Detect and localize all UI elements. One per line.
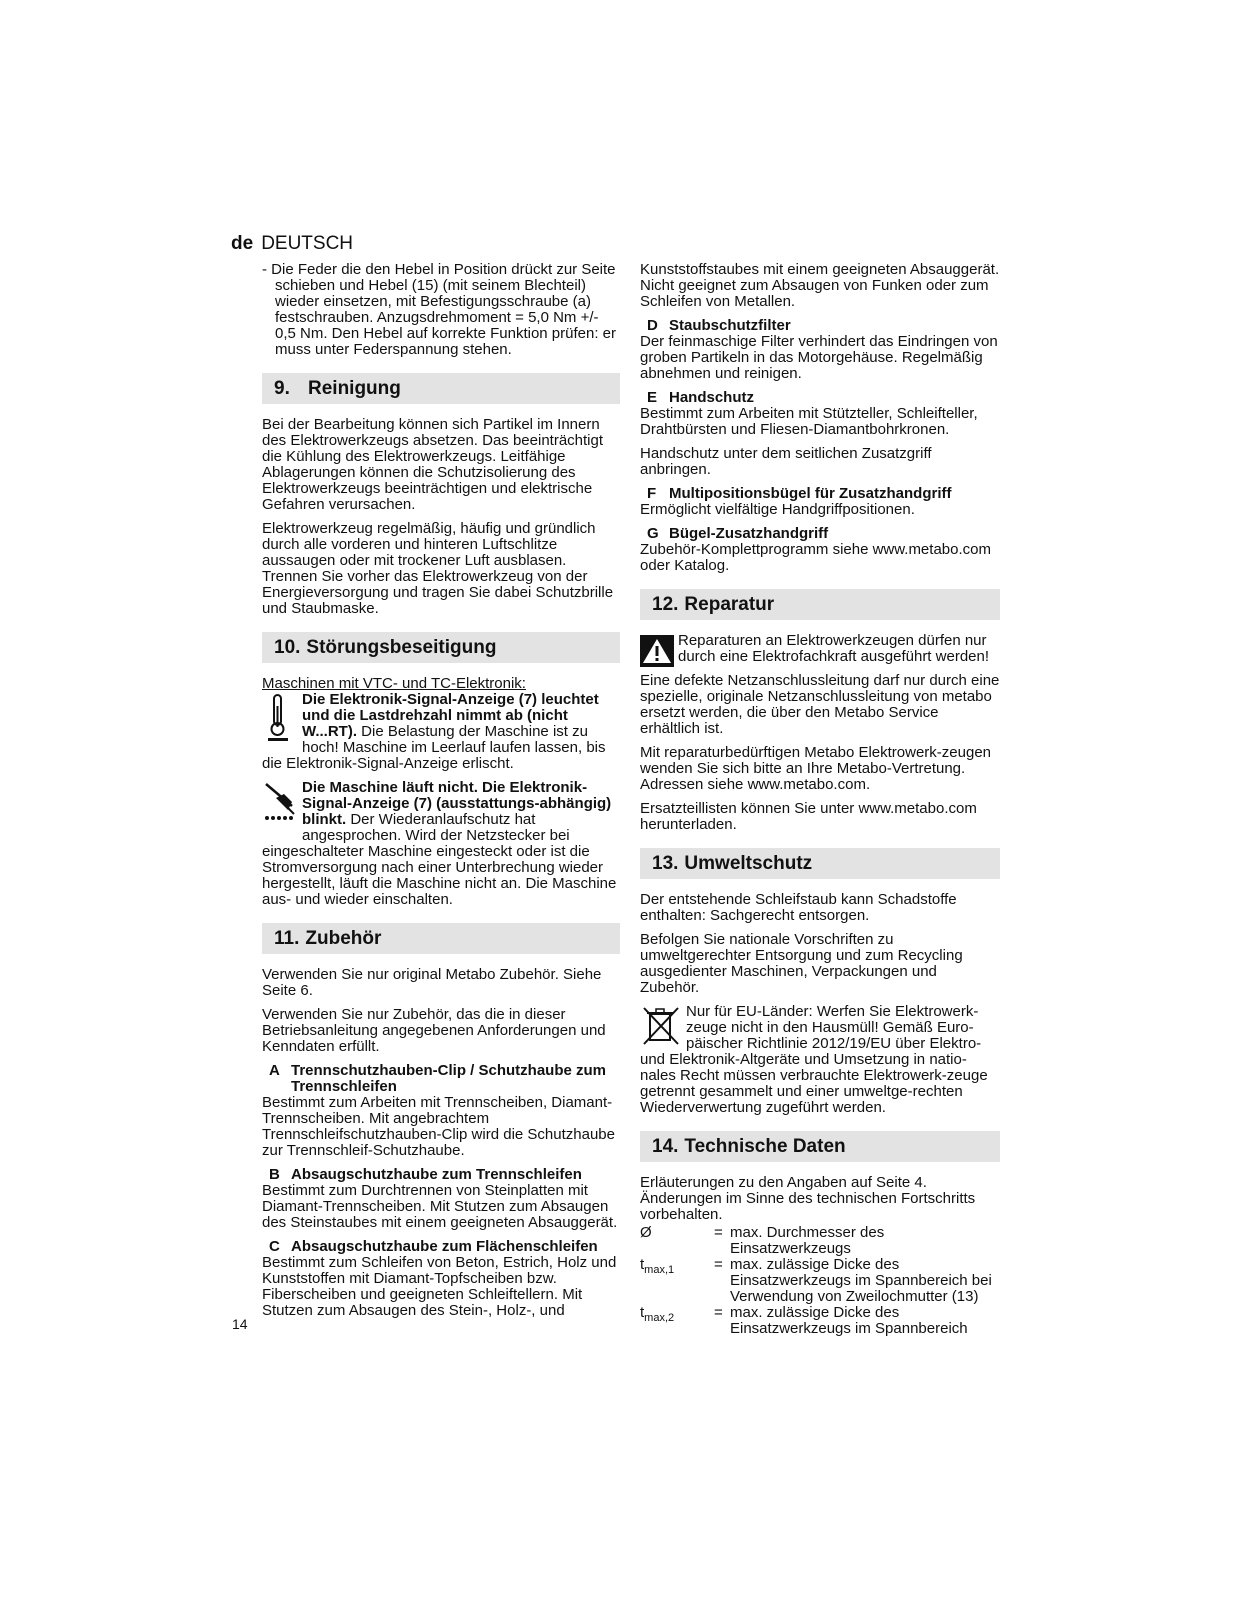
section-number: 9. xyxy=(274,377,290,399)
section-heading-technische-daten xyxy=(640,1131,1000,1162)
accessory-heading-g xyxy=(640,526,1000,542)
section-heading-reinigung xyxy=(262,373,620,404)
accessory-letter: E xyxy=(647,389,658,406)
intro-list-item: - Die Feder die den Hebel in Position drückt zur Seite schieben und Hebel (15) (mit seinem Blechteil) wieder einsetzen, mit Befestigungsschraube (a) festschrauben. Anzugsdrehmoment = 5,0 Nm +/- 0,5 Nm. Den Hebel auf korrekte Funktion prüfen: er muss unter Federspannung stehen. xyxy=(262,261,617,358)
accessory-letter: B xyxy=(269,1166,280,1183)
section-number: 13. xyxy=(652,852,679,874)
accessory-heading-e xyxy=(640,390,1000,406)
section-number: 12. xyxy=(652,593,679,615)
paragraph: Der entstehende Schleifstaub kann Schadstoffe enthalten: Sachgerecht entsorgen. xyxy=(640,891,957,924)
accessory-heading-b xyxy=(262,1167,620,1183)
definition-equals: = xyxy=(714,1304,723,1321)
section-heading-umweltschutz xyxy=(640,848,1000,879)
troubleshoot-item-restart xyxy=(262,780,620,908)
definition-equals: = xyxy=(714,1224,723,1241)
section-number: 14. xyxy=(652,1135,679,1157)
accessory-heading-d xyxy=(640,318,1000,334)
definition-row xyxy=(640,1257,1000,1305)
paragraph: Kunststoffstaubes mit einem geeigneten Absauggerät. Nicht geeignet zum Absaugen von Funken oder zum Schleifen von Metallen. xyxy=(640,261,1000,310)
definition-row xyxy=(640,1305,1000,1337)
section-heading-zubehoer xyxy=(262,923,620,954)
accessory-text: Der feinmaschige Filter verhindert das Eindringen von groben Partikeln in das Motorgehäuse. Regelmäßig abnehmen und reinigen. xyxy=(640,333,998,382)
definition-text: max. zulässige Dicke des Einsatzwerkzeugs im Spannbereich bei Verwendung von Zweilochmutter (13) xyxy=(730,1256,992,1305)
paragraph: Erläuterungen zu den Angaben auf Seite 4. Änderungen im Sinne des technischen Fortschritts vorbehalten. xyxy=(640,1174,976,1223)
paragraph: Ersatzteillisten können Sie unter www.metabo.com herunterladen. xyxy=(640,800,977,833)
section-heading-reparatur xyxy=(640,589,1000,620)
section-title: Störungsbeseitigung xyxy=(306,636,497,658)
warning-icon xyxy=(640,635,674,667)
accessory-text: Ermöglicht vielfältige Handgriffpositionen. xyxy=(640,501,915,518)
definition-text: max. zulässige Dicke des Einsatzwerkzeugs im Spannbereich xyxy=(730,1304,968,1337)
accessory-heading-f xyxy=(640,486,1000,502)
accessory-heading-c xyxy=(262,1239,620,1255)
paragraph: Mit reparaturbedürftigen Metabo Elektrowerk-zeugen wenden Sie sich bitte an Ihre Metabo-Vertretung. Adressen siehe www.metabo.com. xyxy=(640,744,992,793)
paragraph: Eine defekte Netzanschlussleitung darf nur durch eine spezielle, originale Netzanschlussleitung von metabo ersetzt werden, die über den Metabo Service erhältlich ist. xyxy=(640,672,1000,737)
accessory-title: Absaugschutzhaube zum Trennschleifen xyxy=(291,1166,582,1183)
section-title: Reinigung xyxy=(308,377,401,399)
accessory-title: Staubschutzfilter xyxy=(669,317,791,334)
accessory-title: Handschutz xyxy=(669,389,755,406)
item-text: Die Belastung der Maschine ist zu hoch! Maschine im Leerlauf laufen lassen, bis die Elektronik-Signal-Anzeige erlischt. xyxy=(262,723,606,772)
accessory-title: Multipositionsbügel für Zusatzhandgriff xyxy=(669,485,952,502)
warning-paragraph xyxy=(640,633,1000,665)
section-number: 11. xyxy=(274,927,300,949)
accessory-text: Bestimmt zum Durchtrennen von Steinplatten mit Diamant-Trennscheiben. Mit Stutzen zum Absaugen des Steinstaubes mit einem geeigneten Absauggerät. xyxy=(262,1182,618,1231)
accessory-letter: D xyxy=(647,317,658,334)
accessory-title: Absaugschutzhaube zum Flächenschleifen xyxy=(291,1238,598,1255)
page-header xyxy=(231,233,353,255)
section-title: Umweltschutz xyxy=(684,852,813,874)
accessory-text: Handschutz unter dem seitlichen Zusatzgriff anbringen. xyxy=(640,445,932,478)
page-number: 14 xyxy=(232,1316,248,1332)
weee-text: Nur für EU-Länder: Werfen Sie Elektrowerk-zeuge nicht in den Hausmüll! Gemäß Euro-päischer Richtlinie 2012/19/EU über Elektro- und Elektronik-Altgeräte und Umsetzung in natio-nales Recht müssen verbrauchte Elektrowerk-zeuge getrennt gesammelt und einer umweltge-rechten Wiederverwertung zugeführt werden. xyxy=(640,1003,988,1116)
troubleshoot-item-overload xyxy=(262,692,620,772)
plug-blink-icon xyxy=(262,780,300,830)
right-column xyxy=(640,262,1000,1337)
accessory-letter: F xyxy=(647,485,657,502)
accessory-title: Bügel-Zusatzhandgriff xyxy=(669,525,829,542)
language-name: DEUTSCH xyxy=(261,233,354,254)
definition-symbol: Ø xyxy=(640,1224,652,1241)
item-bold-text: Die Elektronik-Signal-Anzeige (7) leuchtet und die Lastdrehzahl nimmt ab (nicht W...RT). xyxy=(302,691,599,740)
definition-symbol: $t_{max,2}$ xyxy=(640,1304,675,1324)
section-title: Reparatur xyxy=(684,593,775,615)
crossed-bin-icon xyxy=(640,1004,682,1046)
accessory-letter: A xyxy=(269,1062,280,1079)
item-bold-text: Die Maschine läuft nicht. Die Elektronik-Signal-Anzeige (7) (ausstattungs-abhängig) blinkt. xyxy=(302,779,612,828)
section-heading-stoerungsbeseitigung xyxy=(262,632,620,663)
weee-paragraph xyxy=(640,1004,1000,1116)
definition-equals: = xyxy=(714,1256,723,1273)
accessory-letter: C xyxy=(269,1238,280,1255)
thermometer-icon xyxy=(262,692,300,742)
section-title: Zubehör xyxy=(305,927,382,949)
accessory-letter: G xyxy=(647,525,659,542)
item-text: Der Wiederanlaufschutz hat angesprochen. Wird der Netzstecker bei eingeschalteter Maschine eingesteckt oder ist die Stromversorgung nach einer Unterbrechung wieder hergestellt, läuft die Maschine nicht an. Die Maschine aus- und wieder einschalten. xyxy=(262,811,617,908)
paragraph: Verwenden Sie nur original Metabo Zubehör. Siehe Seite 6. xyxy=(262,966,602,999)
definition-symbol: $t_{max,1}$ xyxy=(640,1256,675,1276)
section-title: Technische Daten xyxy=(684,1135,846,1157)
definition-text: max. Durchmesser des Einsatzwerkzeugs xyxy=(730,1224,885,1257)
paragraph: Elektrowerkzeug regelmäßig, häufig und gründlich durch alle vorderen und hinteren Luftschlitze aussaugen oder mit trockener Luft ausblasen. Trennen Sie vorher das Elektrowerkzeug von der Energieversorgung und tragen Sie dabei Schutzbrille und Staubmaske. xyxy=(262,520,614,617)
section-number: 10. xyxy=(274,636,301,658)
left-column xyxy=(262,262,620,1327)
paragraph: Verwenden Sie nur Zubehör, das die in dieser Betriebsanleitung angegebenen Anforderungen und Kenndaten erfüllt. xyxy=(262,1006,606,1055)
language-code: de xyxy=(231,233,254,254)
accessory-heading-a xyxy=(262,1063,620,1095)
definition-row xyxy=(640,1225,1000,1257)
accessory-text: Zubehör-Komplettprogramm siehe www.metabo.com oder Katalog. xyxy=(640,541,991,574)
paragraph: Bei der Bearbeitung können sich Partikel im Innern des Elektrowerkzeugs absetzen. Das beeinträchtigt die Kühlung des Elektrowerkzeugs. Leitfähige Ablagerungen können die Schutzisolierung des Elektrowerkzeugs beeinträchtigen und elektrische Gefahren verursachen. xyxy=(262,416,604,513)
accessory-text: Bestimmt zum Arbeiten mit Stützteller, Schleifteller, Drahtbürsten und Fliesen-Diamantbohrkronen. xyxy=(640,405,978,438)
accessory-text: Bestimmt zum Arbeiten mit Trennscheiben, Diamant-Trennscheiben. Mit angebrachtem Trennschleifschutzhauben-Clip wird die Schutzhaube zur Trennschleif-Schutzhaube. xyxy=(262,1094,615,1159)
paragraph: Befolgen Sie nationale Vorschriften zu umweltgerechter Entsorgung und zum Recycling ausgedienter Maschinen, Verpackungen und Zubehör. xyxy=(640,931,963,996)
accessory-text: Bestimmt zum Schleifen von Beton, Estrich, Holz und Kunststoffen mit Diamant-Topfscheiben bzw. Fiberscheiben und geeigneten Schleiftellern. Mit Stutzen zum Absaugen des Stein-, Holz-, und xyxy=(262,1254,617,1319)
lead-text: Maschinen mit VTC- und TC-Elektronik: xyxy=(262,675,526,692)
warning-text: Reparaturen an Elektrowerkzeugen dürfen nur durch eine Elektrofachkraft ausgeführt werden! xyxy=(678,632,990,665)
accessory-title: Trennschutzhauben-Clip / Schutzhaube zum Trennschleifen xyxy=(291,1062,607,1095)
